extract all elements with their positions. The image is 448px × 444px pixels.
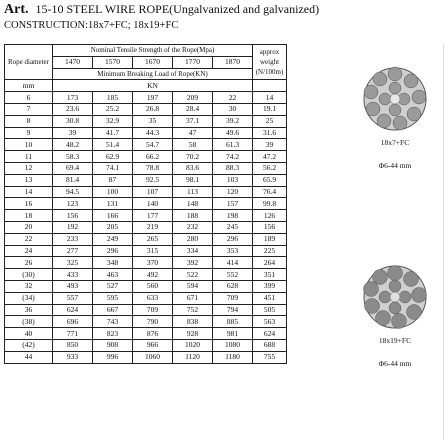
load-cell: 493 [53,280,93,292]
diameter-cell: 14 [5,186,53,198]
diameter-cell: 16 [5,198,53,210]
load-cell: 233 [53,233,93,245]
load-cell: 928 [173,328,213,340]
table-row [5,351,287,363]
table-row [5,304,287,316]
load-cell: 392 [173,257,213,269]
load-cell: 198 [213,210,253,222]
table-row [5,162,287,174]
load-cell: 709 [213,292,253,304]
load-cell: 667 [93,304,133,316]
load-cell: 66.2 [133,151,173,163]
tensile-strength-header: Nominal Tensile Strength of the Rope(Mpa) [53,45,253,57]
diameter-cell: 12 [5,162,53,174]
weight-cell: 225 [253,245,287,257]
load-cell: 624 [53,304,93,316]
diameter-cell: 22 [5,233,53,245]
table-row [5,269,287,281]
load-cell: 527 [93,280,133,292]
load-cell: 370 [133,257,173,269]
load-cell: 47 [173,127,213,139]
load-cell: 107 [133,186,173,198]
load-cell: 94.5 [53,186,93,198]
load-cell: 981 [213,328,253,340]
load-cell: 113 [173,186,213,198]
load-cell: 32.9 [93,115,133,127]
weight-cell: 451 [253,292,287,304]
load-cell: 492 [133,269,173,281]
load-cell: 709 [133,304,173,316]
diameter-cell: 36 [5,304,53,316]
weight-cell: 688 [253,339,287,351]
load-cell: 966 [133,339,173,351]
load-cell: 232 [173,221,213,233]
load-cell: 348 [93,257,133,269]
weight-cell: 31.6 [253,127,287,139]
load-cell: 92.5 [133,174,173,186]
weight-cell: 56.2 [253,162,287,174]
load-cell: 850 [53,339,93,351]
load-cell: 414 [213,257,253,269]
title-text: 15-10 STEEL WIRE ROPE(Ungalvanized and galvanized) [35,2,320,16]
load-cell: 23.6 [53,103,93,115]
rope-cross-section-icon [362,264,428,330]
weight-cell: 624 [253,328,287,340]
load-cell: 70.2 [173,151,213,163]
load-cell: 245 [213,221,253,233]
load-cell: 671 [173,292,213,304]
load-cell: 61.3 [213,139,253,151]
section-18x19 [346,264,444,368]
load-cell: 98.1 [173,174,213,186]
table-row [5,198,287,210]
weight-cell: 351 [253,269,287,281]
diameter-cell: 6 [5,92,53,104]
load-cell: 177 [133,210,173,222]
load-cell: 69.4 [53,162,93,174]
load-cell: 908 [93,339,133,351]
load-cell: 838 [173,316,213,328]
load-cell: 696 [53,316,93,328]
load-cell: 277 [53,245,93,257]
unit-kn: KN [53,80,253,92]
diameter-cell: 40 [5,328,53,340]
weight-cell: 399 [253,280,287,292]
table-row [5,103,287,115]
diameter-cell: (42) [5,339,53,351]
load-cell: 353 [213,245,253,257]
strength-cell: 1670 [133,56,173,68]
load-cell: 249 [93,233,133,245]
load-cell: 100 [93,186,133,198]
unit-mm: mm [5,80,53,92]
load-cell: 557 [53,292,93,304]
load-cell: 280 [173,233,213,245]
load-cell: 49.6 [213,127,253,139]
section-caption: 18x19+FC [378,336,412,345]
weight-header: approx weight (N/100m) [253,45,287,80]
load-cell: 1020 [173,339,213,351]
diameter-cell: 18 [5,210,53,222]
table-row [5,210,287,222]
strength-cell: 1570 [93,56,133,68]
diameter-cell: 13 [5,174,53,186]
load-cell: 54.7 [133,139,173,151]
load-cell: 166 [93,210,133,222]
unit-weight-empty [253,80,287,92]
load-cell: 131 [93,198,133,210]
load-cell: 78.8 [133,162,173,174]
weight-cell: 14 [253,92,287,104]
load-cell: 197 [133,92,173,104]
section-range: Φ6-44 mm [378,161,412,170]
load-cell: 1120 [173,351,213,363]
load-cell: 633 [133,292,173,304]
load-cell: 595 [93,292,133,304]
load-cell: 209 [173,92,213,104]
rope-diameter-header: Rope diameter [5,45,53,80]
diameter-cell: 24 [5,245,53,257]
table-row [5,151,287,163]
load-cell: 173 [53,92,93,104]
load-cell: 35 [133,115,173,127]
table-row [5,257,287,269]
strength-cell: 1770 [173,56,213,68]
load-cell: 39.2 [213,115,253,127]
weight-cell: 19.1 [253,103,287,115]
diameter-cell: 8 [5,115,53,127]
weight-cell: 189 [253,233,287,245]
min-breaking-load-header: Minimum Breaking Load of Rope(KN) [53,68,253,80]
load-cell: 552 [213,269,253,281]
load-cell: 933 [53,351,93,363]
load-cell: 771 [53,328,93,340]
load-cell: 219 [133,221,173,233]
table-row [5,186,287,198]
load-cell: 1180 [213,351,253,363]
load-cell: 58 [173,139,213,151]
table-row [5,115,287,127]
load-cell: 74.1 [93,162,133,174]
load-cell: 743 [93,316,133,328]
load-cell: 1060 [133,351,173,363]
diameter-cell: 20 [5,221,53,233]
table-row [5,328,287,340]
load-cell: 876 [133,328,173,340]
weight-cell: 563 [253,316,287,328]
diameter-cell: (30) [5,269,53,281]
article-label: Art. [4,2,29,17]
weight-cell: 755 [253,351,287,363]
load-cell: 560 [133,280,173,292]
cross-section-panel [346,44,444,440]
weight-cell: 264 [253,257,287,269]
diameter-cell: 11 [5,151,53,163]
table-row [5,292,287,304]
table-row [5,92,287,104]
load-cell: 51.4 [93,139,133,151]
load-cell: 885 [213,316,253,328]
load-cell: 334 [173,245,213,257]
section-range: Φ6-44 mm [378,359,412,368]
strength-cell: 1870 [213,56,253,68]
load-cell: 823 [93,328,133,340]
load-cell: 296 [213,233,253,245]
load-cell: 794 [213,304,253,316]
load-cell: 81.4 [53,174,93,186]
rope-cross-section-icon [362,66,428,132]
table-row [5,139,287,151]
diameter-cell: 44 [5,351,53,363]
load-cell: 22 [213,92,253,104]
diameter-cell: 7 [5,103,53,115]
weight-cell: 65.9 [253,174,287,186]
load-cell: 1080 [213,339,253,351]
weight-cell: 39 [253,139,287,151]
load-cell: 44.3 [133,127,173,139]
diameter-cell: 10 [5,139,53,151]
construction-line: CONSTRUCTION:18x7+FC; 18x19+FC [4,20,179,31]
diameter-cell: 9 [5,127,53,139]
load-cell: 433 [53,269,93,281]
load-cell: 265 [133,233,173,245]
load-cell: 120 [213,186,253,198]
load-cell: 83.6 [173,162,213,174]
strength-cell: 1470 [53,56,93,68]
table-row [5,221,287,233]
load-cell: 87 [93,174,133,186]
load-cell: 26.8 [133,103,173,115]
load-cell: 157 [213,198,253,210]
weight-cell: 156 [253,221,287,233]
load-cell: 325 [53,257,93,269]
table-row [5,245,287,257]
weight-cell: 126 [253,210,287,222]
diameter-cell: (38) [5,316,53,328]
table-row [5,174,287,186]
weight-cell: 47.2 [253,151,287,163]
load-cell: 996 [93,351,133,363]
load-cell: 188 [173,210,213,222]
catalog-title [4,2,319,18]
load-cell: 39 [53,127,93,139]
load-cell: 148 [173,198,213,210]
load-cell: 30 [213,103,253,115]
diameter-cell: (34) [5,292,53,304]
load-cell: 74.2 [213,151,253,163]
load-cell: 185 [93,92,133,104]
load-cell: 25.2 [93,103,133,115]
load-cell: 463 [93,269,133,281]
load-cell: 103 [213,174,253,186]
weight-cell: 99.8 [253,198,287,210]
load-cell: 62.9 [93,151,133,163]
table-row [5,316,287,328]
load-cell: 123 [53,198,93,210]
load-cell: 752 [173,304,213,316]
diameter-cell: 26 [5,257,53,269]
load-cell: 628 [213,280,253,292]
section-18x7 [346,66,444,170]
load-cell: 88.3 [213,162,253,174]
load-cell: 48.2 [53,139,93,151]
load-cell: 28.4 [173,103,213,115]
section-caption: 18x7+FC [380,138,410,147]
load-cell: 156 [53,210,93,222]
load-cell: 37.1 [173,115,213,127]
load-cell: 296 [93,245,133,257]
load-cell: 315 [133,245,173,257]
load-cell: 205 [93,221,133,233]
table-row [5,233,287,245]
table-row [5,339,287,351]
table-row [5,280,287,292]
rope-specs-table [4,44,287,364]
load-cell: 790 [133,316,173,328]
table-row [5,127,287,139]
weight-cell: 76.4 [253,186,287,198]
load-cell: 58.3 [53,151,93,163]
load-cell: 522 [173,269,213,281]
load-cell: 594 [173,280,213,292]
load-cell: 41.7 [93,127,133,139]
load-cell: 30.8 [53,115,93,127]
load-cell: 192 [53,221,93,233]
load-cell: 140 [133,198,173,210]
weight-cell: 25 [253,115,287,127]
diameter-cell: 32 [5,280,53,292]
weight-cell: 505 [253,304,287,316]
